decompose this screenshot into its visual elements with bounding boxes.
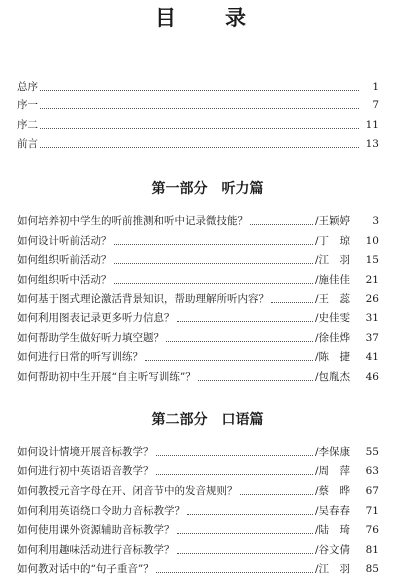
dot-leader (271, 302, 313, 303)
toc-entry-author: /王颖婷 (315, 215, 351, 227)
toc-entry-title: 总序 (17, 81, 38, 93)
toc-entry-page: 76 (365, 524, 379, 536)
toc-row[interactable] (17, 522, 379, 538)
toc-entry-page: 11 (365, 119, 379, 131)
page-title: 目 录 (155, 5, 260, 30)
toc-entry-author: /陆 琦 (315, 524, 351, 536)
toc-entry-title: 序一 (17, 99, 38, 111)
toc-entry-title: 如何进行初中英语语音教学？ (17, 465, 154, 477)
toc-entry-page: 85 (365, 563, 379, 575)
toc-entry-page: 55 (365, 446, 379, 458)
dot-leader (145, 360, 313, 361)
dot-leader (40, 128, 359, 129)
toc-entry-title: 如何利用趣味活动进行音标教学？ (17, 544, 175, 556)
toc-entry-author: /李保康 (315, 446, 351, 458)
toc-entry-title: 如何设计情境开展音标教学？ (17, 446, 154, 458)
toc-entry-page: 15 (365, 254, 379, 266)
toc-row-front[interactable] (17, 79, 379, 95)
dot-leader (177, 533, 314, 534)
toc-entry-page: 13 (365, 138, 379, 150)
toc-entry-title: 如何帮助学生做好听力填空题？ (17, 332, 164, 344)
toc-row[interactable] (17, 272, 379, 288)
toc-entry-author: /史佳雯 (315, 312, 351, 324)
dot-leader (250, 224, 313, 225)
toc-entry-title: 如何利用图表记录更多听力信息？ (17, 312, 175, 324)
toc-entry-author: /蔡 晔 (315, 485, 351, 497)
toc-row[interactable] (17, 233, 379, 249)
toc-entry-page: 21 (365, 274, 379, 286)
toc-row[interactable] (17, 310, 379, 326)
toc-entry-title: 如何培养初中学生的听前推测和听中记录微技能？ (17, 215, 248, 227)
toc-entry-author: /施佳佳 (315, 274, 351, 286)
toc-row[interactable] (17, 330, 379, 346)
toc-row[interactable] (17, 349, 379, 365)
toc-entry-page: 41 (365, 351, 379, 363)
toc-entry-title: 序二 (17, 119, 38, 131)
toc-entry-page: 67 (365, 485, 379, 497)
dot-leader (156, 474, 314, 475)
toc-entry-title: 如何帮助初中生开展“自主听写训练”？ (17, 371, 196, 383)
dot-leader (166, 341, 313, 342)
toc-row[interactable] (17, 463, 379, 479)
toc-row[interactable] (17, 483, 379, 499)
toc-row[interactable] (17, 369, 379, 385)
dot-leader (177, 321, 314, 322)
section-heading-speaking: 第二部分 口语篇 (151, 412, 264, 428)
toc-entry-author: /谷文倩 (315, 544, 351, 556)
toc-row[interactable] (17, 503, 379, 519)
toc-entry-page: 10 (365, 235, 379, 247)
toc-entry-page: 7 (372, 99, 379, 111)
toc-row[interactable] (17, 252, 379, 268)
toc-entry-page: 63 (365, 465, 379, 477)
toc-entry-author: /丁 琼 (315, 235, 351, 247)
toc-entry-page: 3 (372, 215, 379, 227)
toc-entry-page: 26 (365, 293, 379, 305)
toc-entry-author: /江 羽 (315, 563, 351, 575)
toc-row[interactable] (17, 213, 379, 229)
toc-entry-page: 37 (365, 332, 379, 344)
toc-entry-page: 81 (365, 544, 379, 556)
toc-row[interactable] (17, 291, 379, 307)
toc-entry-title: 前言 (17, 138, 38, 150)
toc-entry-title: 如何使用课外资源辅助音标教学？ (17, 524, 175, 536)
toc-entry-title: 如何设计听前活动？ (17, 235, 112, 247)
dot-leader (198, 380, 313, 381)
toc-entry-author: /包胤杰 (315, 371, 351, 383)
toc-entry-page: 1 (372, 81, 379, 93)
section-heading-listening: 第一部分 听力篇 (151, 181, 264, 197)
toc-entry-title: 如何组织听前活动？ (17, 254, 112, 266)
dot-leader (40, 108, 359, 109)
toc-entry-author: /徐佳烨 (315, 332, 351, 344)
toc-row-front[interactable] (17, 117, 379, 133)
toc-entry-page: 31 (365, 312, 379, 324)
dot-leader (240, 494, 314, 495)
toc-row[interactable] (17, 561, 379, 577)
dot-leader (114, 263, 314, 264)
toc-entry-author: /江 羽 (315, 254, 351, 266)
toc-entry-page: 71 (365, 505, 379, 517)
toc-entry-author: /吴春春 (315, 505, 351, 517)
dot-leader (156, 572, 313, 573)
toc-entry-title: 如何进行日常的听写训练？ (17, 351, 143, 363)
dot-leader (40, 90, 359, 91)
toc-entry-author: /陈 捷 (315, 351, 351, 363)
toc-entry-title: 如何教对话中的“句子重音”？ (17, 563, 154, 575)
dot-leader (187, 514, 313, 515)
toc-entry-author: /周 萍 (315, 465, 351, 477)
dot-leader (114, 244, 314, 245)
toc-entry-page: 46 (365, 371, 379, 383)
toc-row-front[interactable] (17, 136, 379, 152)
dot-leader (156, 455, 314, 456)
toc-entry-title: 如何组织听中活动？ (17, 274, 112, 286)
dot-leader (114, 283, 314, 284)
toc-row[interactable] (17, 542, 379, 558)
toc-entry-author: /王 蕊 (315, 293, 351, 305)
toc-row[interactable] (17, 444, 379, 460)
toc-entry-title: 如何利用英语绕口令助力音标教学？ (17, 505, 185, 517)
toc-entry-title: 如何基于图式理论激活背景知识，帮助理解所听内容？ (17, 293, 269, 305)
toc-entry-title: 如何教授元音字母在开、闭音节中的发音规则？ (17, 485, 238, 497)
toc-row-front[interactable] (17, 97, 379, 113)
dot-leader (177, 553, 314, 554)
dot-leader (40, 147, 359, 148)
